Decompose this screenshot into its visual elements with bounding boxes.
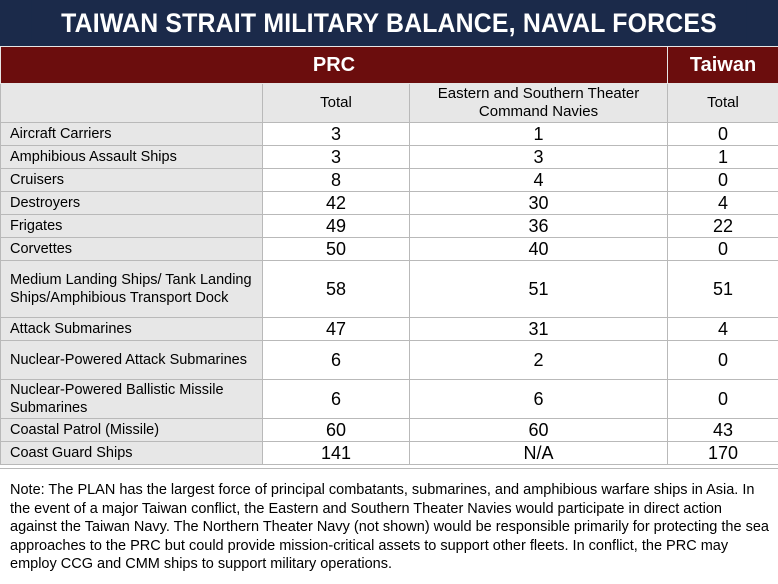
taiwan-total-cell: 4 [668, 192, 778, 215]
row-label: Medium Landing Ships/ Tank Landing Ships/Amphibious Transport Dock [1, 261, 263, 318]
taiwan-total-cell: 1 [668, 146, 778, 169]
taiwan-total-cell: 4 [668, 318, 778, 341]
prc-theater-cell: 1 [410, 123, 668, 146]
row-label: Coastal Patrol (Missile) [1, 419, 263, 442]
table-row [1, 238, 778, 261]
row-label: Nuclear-Powered Attack Submarines [1, 341, 263, 380]
prc-total-cell: 58 [263, 261, 410, 318]
prc-theater-cell: 3 [410, 146, 668, 169]
prc-total-cell: 8 [263, 169, 410, 192]
naval-forces-table [0, 46, 778, 465]
subheader-row [1, 84, 778, 123]
footnote: Note: The PLAN has the largest force of principal combatants, submarines, and amphibious warfare ships in Asia. In the event of a major Taiwan conflict, the Eastern and Southern Theater Navies would participate in direct action against the Taiwan Navy. The Northern Theater Navy (not shown) would be responsible primarily for protecting the sea approaches to the PRC but could provide mission-critical assets to support other fleets. In conflict, the PRC may employ CCG and CMM ships to support military operations. [0, 468, 778, 584]
group-header-prc: PRC [1, 47, 668, 84]
table-row [1, 146, 778, 169]
prc-theater-cell: 31 [410, 318, 668, 341]
taiwan-total-cell: 0 [668, 169, 778, 192]
table-row [1, 123, 778, 146]
table-row [1, 318, 778, 341]
prc-total-cell: 6 [263, 341, 410, 380]
prc-theater-cell: 6 [410, 380, 668, 419]
subheader-blank [1, 84, 263, 123]
prc-total-cell: 42 [263, 192, 410, 215]
prc-total-cell: 60 [263, 419, 410, 442]
prc-theater-cell: 51 [410, 261, 668, 318]
prc-total-cell: 50 [263, 238, 410, 261]
prc-total-cell: 49 [263, 215, 410, 238]
taiwan-total-cell: 0 [668, 380, 778, 419]
subheader-taiwan-total: Total [668, 84, 778, 123]
prc-total-cell: 3 [263, 146, 410, 169]
table-row [1, 380, 778, 419]
taiwan-total-cell: 0 [668, 238, 778, 261]
table-row [1, 192, 778, 215]
prc-theater-cell: 40 [410, 238, 668, 261]
taiwan-total-cell: 51 [668, 261, 778, 318]
row-label: Aircraft Carriers [1, 123, 263, 146]
prc-theater-cell: 60 [410, 419, 668, 442]
row-label: Cruisers [1, 169, 263, 192]
row-label: Corvettes [1, 238, 263, 261]
table-row [1, 169, 778, 192]
row-label: Amphibious Assault Ships [1, 146, 263, 169]
taiwan-total-cell: 43 [668, 419, 778, 442]
subheader-prc-total: Total [263, 84, 410, 123]
prc-total-cell: 6 [263, 380, 410, 419]
page-title: TAIWAN STRAIT MILITARY BALANCE, NAVAL FORCES [31, 0, 747, 46]
taiwan-total-cell: 0 [668, 341, 778, 380]
table-row [1, 442, 778, 465]
title-bar [0, 0, 778, 46]
row-label: Coast Guard Ships [1, 442, 263, 465]
prc-total-cell: 3 [263, 123, 410, 146]
subheader-prc-theater: Eastern and Southern Theater Command Navies [410, 84, 668, 123]
table-row [1, 419, 778, 442]
prc-theater-cell: 30 [410, 192, 668, 215]
row-label: Frigates [1, 215, 263, 238]
prc-total-cell: 47 [263, 318, 410, 341]
taiwan-total-cell: 22 [668, 215, 778, 238]
prc-theater-cell: 4 [410, 169, 668, 192]
row-label: Attack Submarines [1, 318, 263, 341]
table-row [1, 215, 778, 238]
row-label: Nuclear-Powered Ballistic Missile Submarines [1, 380, 263, 419]
prc-theater-cell: 2 [410, 341, 668, 380]
group-header-taiwan: Taiwan [668, 47, 778, 84]
row-label: Destroyers [1, 192, 263, 215]
prc-total-cell: 141 [263, 442, 410, 465]
table-row [1, 341, 778, 380]
prc-theater-cell: N/A [410, 442, 668, 465]
taiwan-total-cell: 0 [668, 123, 778, 146]
group-header-row [1, 47, 778, 84]
taiwan-total-cell: 170 [668, 442, 778, 465]
prc-theater-cell: 36 [410, 215, 668, 238]
table-row [1, 261, 778, 318]
